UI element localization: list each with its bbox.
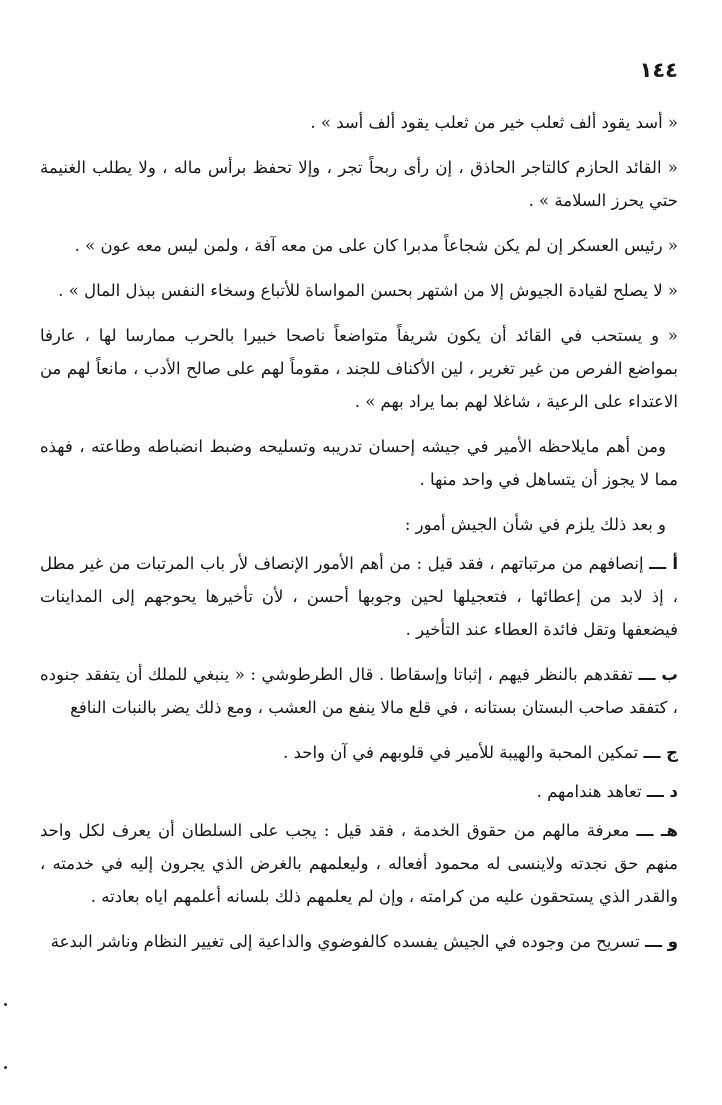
quote-paragraph: « القائد الحازم كالتاجر الحاذق ، إن رأى ربحاً تجر ، وإلا تحفظ برأس ماله ، ولا يطلب الغنيمة حتي يحرز السلامة » . bbox=[40, 158, 678, 210]
body-paragraph: ومن أهم مايلاحظه الأمير في جيشه إحسان تدريبه وتسليحه وضبط انضباطه وطاعته ، فهذه مما لا يجوز أن يتساهل في واحد منها . bbox=[40, 437, 678, 489]
list-item-text: تمكين المحبة والهيبة للأمير في قلوبهم في آن واحد . bbox=[283, 743, 639, 762]
list-item bbox=[40, 547, 678, 646]
list-item bbox=[40, 775, 678, 808]
list-item-marker: د ـــ bbox=[646, 782, 678, 801]
list-item-text: إنصافهم من مرتباتهم ، فقد قيل : من أهم الأمور الإنصاف لأر باب المرتبات من غير مطل ، إذ لابد من إعطائها ، فتعجيلها لحين وجوبها أحسن ، لأن تأخيرها يحوجهم إلى المداينات فيضعفها وتقل فائدة العطاء عند التأخير . bbox=[40, 554, 678, 639]
book-page bbox=[40, 58, 678, 1105]
quote-paragraph: « أسد يقود ألف ثعلب خير من ثعلب يقود ألف أسد » . bbox=[310, 113, 678, 132]
margin-mark bbox=[4, 1066, 7, 1069]
list-item-text: تسريح من وجوده في الجيش يفسده كالفوضوي والداعية إلى تغيير النظام وناشر البدعة bbox=[50, 932, 640, 951]
list-item-marker: ب ـــ bbox=[638, 665, 679, 684]
list-item-marker: هـ ـــ bbox=[636, 821, 678, 840]
margin-mark bbox=[4, 1003, 7, 1006]
list-item-marker: أ ـــ bbox=[649, 554, 678, 573]
quote-paragraph: « و يستحب في القائد أن يكون شريفاً متواضعاً ناصحا خبيرا بالحرب ممارسا لها ، عارفا بمواضع الفرص من غير تغرير ، لين الأكناف للجند ، مقوماً لهم على صالح الأدب ، مانعاً لهم من الاعتداء على الرعية ، شاغلا لهم بما يراد بهم » . bbox=[40, 326, 678, 411]
list-item bbox=[40, 925, 678, 958]
list-item-text: معرفة مالهم من حقوق الخدمة ، فقد قيل : يجب على السلطان أن يعرف لكل واحد منهم حق نجدته ولاينسى له محمود أفعاله ، وليعلمهم بالغرض الذي يجرون إليه في خدمته ، والقدر الذي يستحقون عليه من كرامته ، وإن لم يعلمهم ذلك بلسانه أعلمهم اياه بعادته . bbox=[40, 821, 678, 906]
page-body bbox=[40, 106, 678, 970]
page-number: ١٤٤ bbox=[639, 58, 678, 82]
list-item bbox=[40, 658, 678, 724]
quote-paragraph: « رئيس العسكر إن لم يكن شجاعاً مدبرا كان على من معه آفة ، ولمن ليس معه عون » . bbox=[74, 236, 678, 255]
list-item-text: تعاهد هندامهم . bbox=[536, 782, 642, 801]
list-item bbox=[40, 814, 678, 913]
list-item-marker: ج ـــ bbox=[643, 743, 678, 762]
list-item-marker: و ـــ bbox=[645, 932, 678, 951]
list-item bbox=[40, 736, 678, 769]
list-intro: و بعد ذلك يلزم في شأن الجيش أمور : bbox=[404, 515, 666, 534]
quote-paragraph: « لا يصلح لقيادة الجيوش إلا من اشتهر بحسن المواساة للأتباع وسخاء النفس ببذل المال » . bbox=[58, 281, 678, 300]
list-item-text: تفقدهم بالنظر فيهم ، إثباتا وإسقاطا . قال الطرطوشي : « ينبغي للملك أن يتفقد جنوده ، كتفقد صاحب البستان بستانه ، في قلع مالا ينفع من العشب ، ومع ذلك يضر بالنبات النافع bbox=[40, 665, 678, 717]
